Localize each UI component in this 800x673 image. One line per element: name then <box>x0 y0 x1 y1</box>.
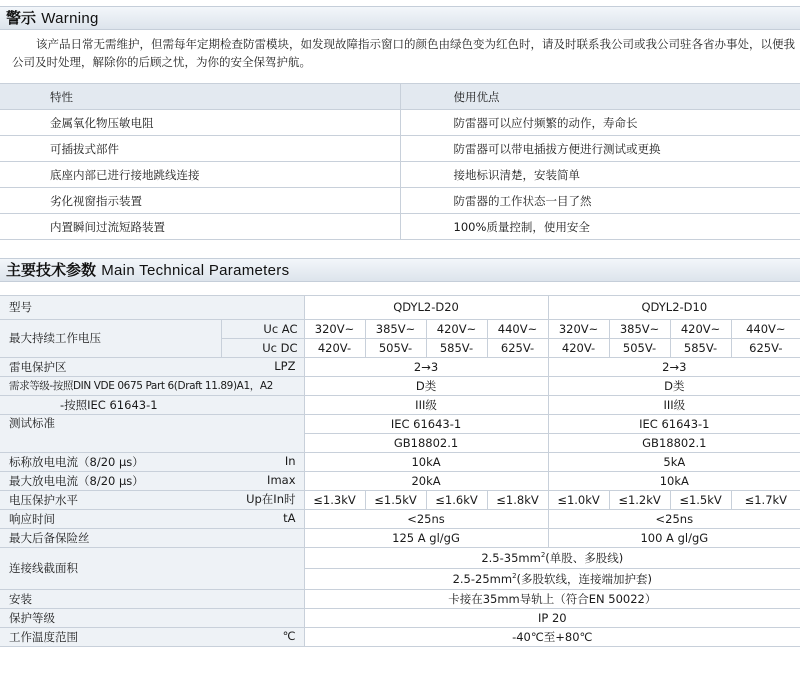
wire-line-1 <box>304 548 800 569</box>
test-std1-d10: IEC 61643-1 <box>548 415 800 434</box>
ip-label: 保护等级 <box>0 609 304 628</box>
ip-value: IP 20 <box>304 609 800 628</box>
protection-level-cell: ≤1.8kV <box>487 491 548 510</box>
ip-row <box>0 609 800 628</box>
class-iec-d10: III级 <box>548 396 800 415</box>
test-std2-d10: GB18802.1 <box>548 434 800 453</box>
nominal-d10: 5kA <box>548 453 800 472</box>
zone-label <box>0 358 304 377</box>
protection-level-row <box>0 491 800 510</box>
temp-value: -40℃至+80℃ <box>304 628 800 647</box>
class-iec-label: -按照IEC 61643-1 <box>0 396 304 415</box>
nominal-d20: 10kA <box>304 453 548 472</box>
benefit-cell: 防雷器可以应付频繁的动作，寿命长 <box>400 110 800 136</box>
install-row <box>0 590 800 609</box>
features-table <box>0 83 800 240</box>
nominal-label-text: 标称放电电流（8/20 μs） <box>9 454 144 469</box>
temp-symbol: ℃ <box>282 629 296 643</box>
uc-dc-label: Uc DC <box>221 339 304 358</box>
voltage-ac-cell: 320V~ <box>548 320 609 339</box>
max-discharge-label-text: 最大放电电流（8/20 μs） <box>9 473 144 488</box>
voltage-ac-cell: 420V~ <box>670 320 731 339</box>
wire-line-2-a: 2.5-25mm <box>452 571 513 586</box>
protection-level-label <box>0 491 304 510</box>
voltage-dc-cell: 505V- <box>609 339 670 358</box>
voltage-ac-cell: 440V~ <box>731 320 800 339</box>
voltage-dc-cell: 420V- <box>548 339 609 358</box>
nominal-row <box>0 453 800 472</box>
wire-line-1-sup: 2 <box>540 550 546 559</box>
install-value: 卡接在35mm导轨上（符合EN 50022） <box>304 590 800 609</box>
zone-value-d10: 2→3 <box>548 358 800 377</box>
protection-level-symbol: Up在In时 <box>246 492 296 506</box>
tech-header <box>0 258 800 282</box>
wire-line-1-a: 2.5-35mm <box>481 550 541 565</box>
feature-cell: 金属氧化物压敏电阻 <box>0 110 400 136</box>
test-std1-d20: IEC 61643-1 <box>304 415 548 434</box>
zone-label-text: 雷电保护区 <box>9 359 67 374</box>
voltage-dc-cell: 625V- <box>487 339 548 358</box>
response-label-text: 响应时间 <box>9 511 55 526</box>
wire-row-1 <box>0 548 800 569</box>
benefit-cell: 100%质量控制，使用安全 <box>400 214 800 240</box>
test-std2-d20: GB18802.1 <box>304 434 548 453</box>
max-discharge-d10: 10kA <box>548 472 800 491</box>
class-din-row <box>0 377 800 396</box>
features-header-row <box>0 84 800 110</box>
wire-line-2 <box>304 569 800 590</box>
zone-value-d20: 2→3 <box>304 358 548 377</box>
voltage-dc-cell: 585V- <box>670 339 731 358</box>
tech-title-cn: 主要技术参数 <box>6 261 97 279</box>
temp-label <box>0 628 304 647</box>
wire-line-2-sup: 2 <box>512 571 517 580</box>
fuse-d10: 100 A gl/gG <box>548 529 800 548</box>
voltage-dc-cell: 585V- <box>426 339 487 358</box>
tech-table <box>0 295 800 647</box>
feature-cell: 可插拔式部件 <box>0 136 400 162</box>
fuse-label: 最大后备保险丝 <box>0 529 304 548</box>
class-din-label: 需求等级-按照DIN VDE 0675 Part 6(Draft 11.89)A1，A2 <box>0 377 304 396</box>
protection-level-cell: ≤1.3kV <box>304 491 365 510</box>
benefit-cell: 接地标识清楚，安装简单 <box>400 162 800 188</box>
class-iec-row <box>0 396 800 415</box>
table-row <box>0 214 800 240</box>
max-discharge-d20: 20kA <box>304 472 548 491</box>
feature-cell: 底座内部已进行接地跳线连接 <box>0 162 400 188</box>
class-din-d20: D类 <box>304 377 548 396</box>
table-row <box>0 188 800 214</box>
voltage-ac-cell: 385V~ <box>609 320 670 339</box>
protection-level-cell: ≤1.6kV <box>426 491 487 510</box>
protection-level-cell: ≤1.5kV <box>365 491 426 510</box>
voltage-dc-cell: 625V- <box>731 339 800 358</box>
response-symbol: tA <box>283 511 296 525</box>
warning-text: 该产品日常无需维护，但需每年定期检查防雷模块，如发现故障指示窗口的颜色由绿色变为红色时，请及时联系我公司或我公司驻各省办事处，以便我公司及时处理，解除你的后顾之忧，为你的安全保驾护航。 <box>12 37 795 69</box>
voltage-ac-cell: 440V~ <box>487 320 548 339</box>
model-d20: QDYL2-D20 <box>304 296 548 320</box>
model-label: 型号 <box>0 296 304 320</box>
class-din-d10: D类 <box>548 377 800 396</box>
response-d20: <25ns <box>304 510 548 529</box>
zone-row <box>0 358 800 377</box>
voltage-ac-cell: 420V~ <box>426 320 487 339</box>
max-discharge-label <box>0 472 304 491</box>
install-label: 安装 <box>0 590 304 609</box>
zone-symbol: LPZ <box>274 359 296 373</box>
features-header-feature: 特性 <box>0 84 400 110</box>
protection-level-label-text: 电压保护水平 <box>9 492 78 507</box>
table-row <box>0 110 800 136</box>
temp-label-text: 工作温度范围 <box>9 629 78 644</box>
fuse-d20: 125 A gl/gG <box>304 529 548 548</box>
wire-label: 连接线截面积 <box>0 548 304 590</box>
response-d10: <25ns <box>548 510 800 529</box>
voltage-dc-cell: 420V- <box>304 339 365 358</box>
voltage-dc-cell: 505V- <box>365 339 426 358</box>
protection-level-cell: ≤1.7kV <box>731 491 800 510</box>
model-row <box>0 296 800 320</box>
wire-line-2-b: (多股软线，连接端加护套) <box>516 571 653 586</box>
tech-title-en: Main Technical Parameters <box>101 262 290 279</box>
response-label <box>0 510 304 529</box>
warning-header <box>0 6 800 30</box>
nominal-symbol: In <box>284 454 296 468</box>
voltage-label: 最大持续工作电压 <box>0 320 221 358</box>
protection-level-cell: ≤1.2kV <box>609 491 670 510</box>
voltage-ac-cell: 320V~ <box>304 320 365 339</box>
table-row <box>0 162 800 188</box>
fuse-row <box>0 529 800 548</box>
features-header-benefit: 使用优点 <box>400 84 800 110</box>
temp-row <box>0 628 800 647</box>
benefit-cell: 防雷器可以带电插拔方便进行测试或更换 <box>400 136 800 162</box>
table-row <box>0 136 800 162</box>
protection-level-cell: ≤1.5kV <box>670 491 731 510</box>
test-label: 测试标准 <box>0 415 304 453</box>
class-iec-d20: III级 <box>304 396 548 415</box>
voltage-ac-row <box>0 320 800 339</box>
wire-line-1-b: (单股、多股线) <box>545 550 624 565</box>
max-discharge-symbol: Imax <box>267 473 296 487</box>
uc-ac-label: Uc AC <box>221 320 304 339</box>
max-discharge-row <box>0 472 800 491</box>
protection-level-cell: ≤1.0kV <box>548 491 609 510</box>
feature-cell: 劣化视窗指示装置 <box>0 188 400 214</box>
warning-title-en: Warning <box>41 10 99 27</box>
test-row-1 <box>0 415 800 434</box>
response-row <box>0 510 800 529</box>
voltage-ac-cell: 385V~ <box>365 320 426 339</box>
warning-title-cn: 警示 <box>6 9 37 27</box>
model-d10: QDYL2-D10 <box>548 296 800 320</box>
feature-cell: 内置瞬间过流短路装置 <box>0 214 400 240</box>
benefit-cell: 防雷器的工作状态一目了然 <box>400 188 800 214</box>
nominal-label <box>0 453 304 472</box>
